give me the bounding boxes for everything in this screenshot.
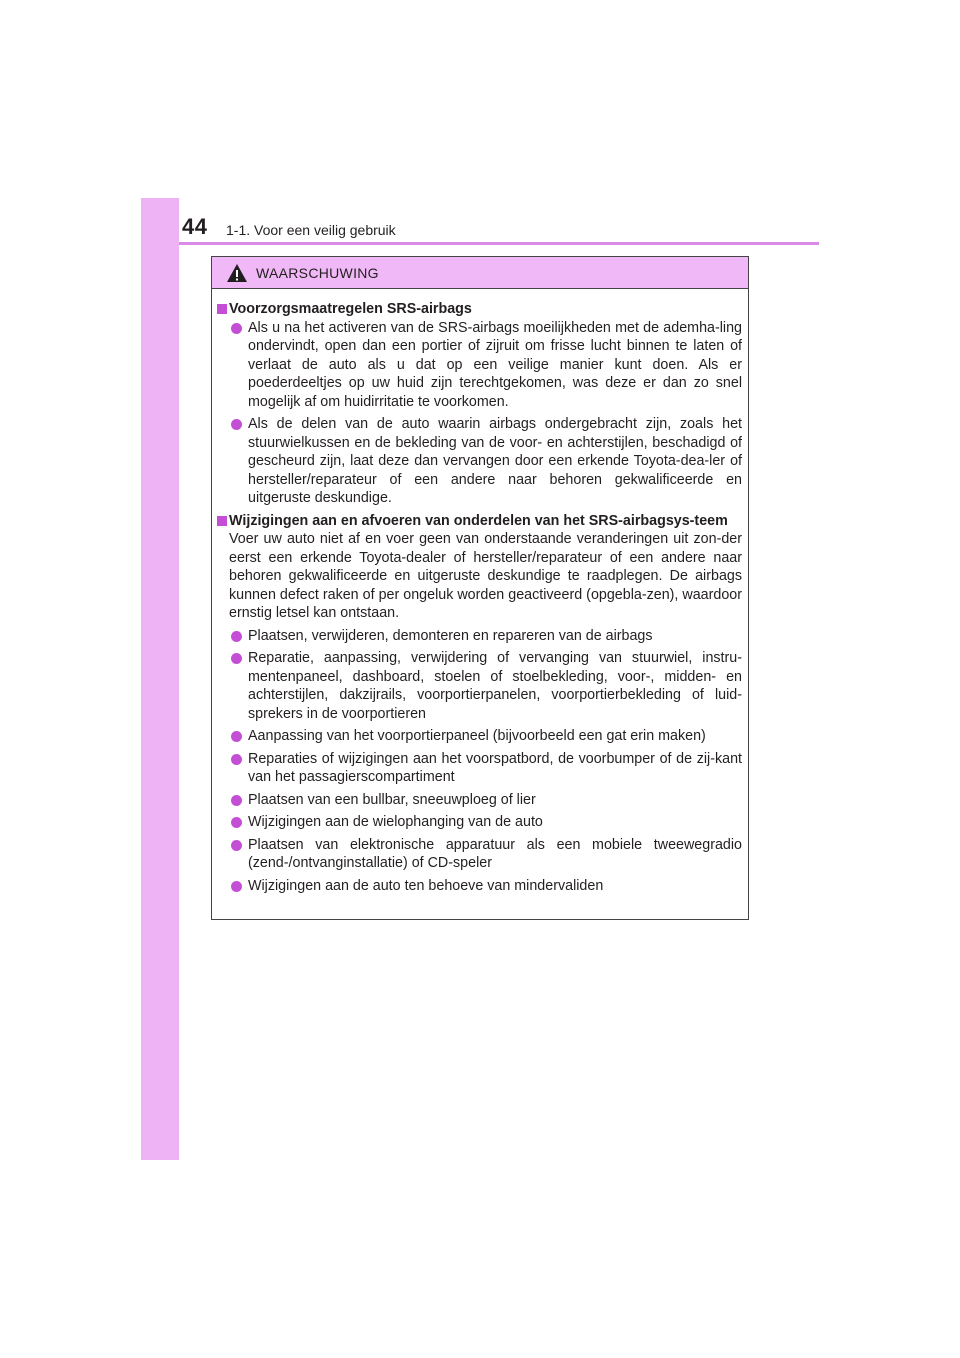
warning-body [212, 289, 748, 895]
side-tab [141, 198, 179, 1160]
bullet-item: Aanpassing van het voorportierpaneel (bijvoorbeeld een gat erin maken) [217, 727, 742, 746]
warning-triangle-icon [226, 263, 248, 283]
bullet-item: Reparaties of wijzigingen aan het voorspatbord, de voorbumper of de zij-kant van het passagierscompartiment [217, 750, 742, 787]
bullet-item: Reparatie, aanpassing, verwijdering of vervanging van stuurwiel, instru-mentenpaneel, dashboard, stoelen of stoelbekleding, voor-, midden- en achterstijlen, dakzijrails, voorportierpanelen, voorportierbekleding of luid-sprekers in de voorportieren [217, 649, 742, 723]
header-rule [179, 242, 819, 245]
warning-label: WAARSCHUWING [256, 265, 379, 281]
section-srs-precautions [217, 300, 742, 508]
bullet-item: Plaatsen van een bullbar, sneeuwploeg of lier [217, 791, 742, 810]
warning-header [212, 257, 748, 289]
bullet-item: Wijzigingen aan de auto ten behoeve van mindervaliden [217, 877, 742, 896]
section-paragraph: Voer uw auto niet af en voer geen van onderstaande veranderingen uit zon-der eerst een erkende Toyota-dealer of hersteller/reparateur of een andere naar behoren gekwalificeerde en uitgeruste deskundige te raadplegen. De airbags kunnen defect raken of per ongeluk worden geactiveerd (opgebla-zen), waardoor ernstig letsel kan ontstaan. [229, 531, 742, 621]
chapter-title: 1-1. Voor een veilig gebruik [226, 222, 396, 238]
bullet-item: Plaatsen, verwijderen, demonteren en repareren van de airbags [217, 627, 742, 646]
bullet-item: Als de delen van de auto waarin airbags ondergebracht zijn, zoals het stuurwielkussen en de bekleding van de voor- en achterstijlen, beschadigd of gescheurd zijn, laat deze dan vervangen door een erkende Toyota-dea-ler of hersteller/reparateur of een andere naar behoren gekwalificeerde en uitgeruste deskundige. [217, 415, 742, 508]
section-srs-modifications [217, 512, 742, 896]
warning-box [211, 256, 749, 920]
section-heading: Voorzorgsmaatregelen SRS-airbags [217, 300, 742, 319]
bullet-item: Wijzigingen aan de wielophanging van de auto [217, 813, 742, 832]
bullet-item: Plaatsen van elektronische apparatuur als een mobiele tweewegradio (zend-/ontvanginstallatie) of CD-speler [217, 836, 742, 873]
page-number: 44 [182, 214, 208, 239]
section-heading: Wijzigingen aan en afvoeren van onderdelen van het SRS-airbagsys-teem [217, 512, 742, 531]
bullet-item: Als u na het activeren van de SRS-airbags moeilijkheden met de ademha-ling ondervindt, open dan een portier of zijruit om frisse lucht binnen te laten of verlaat de auto als u dat op een veilige manier kunt doen. Als er poederdeeltjes op uw huid zijn terechtgekomen, was deze er dan zo snel mogelijk af om huidirritatie te voorkomen. [217, 319, 742, 412]
